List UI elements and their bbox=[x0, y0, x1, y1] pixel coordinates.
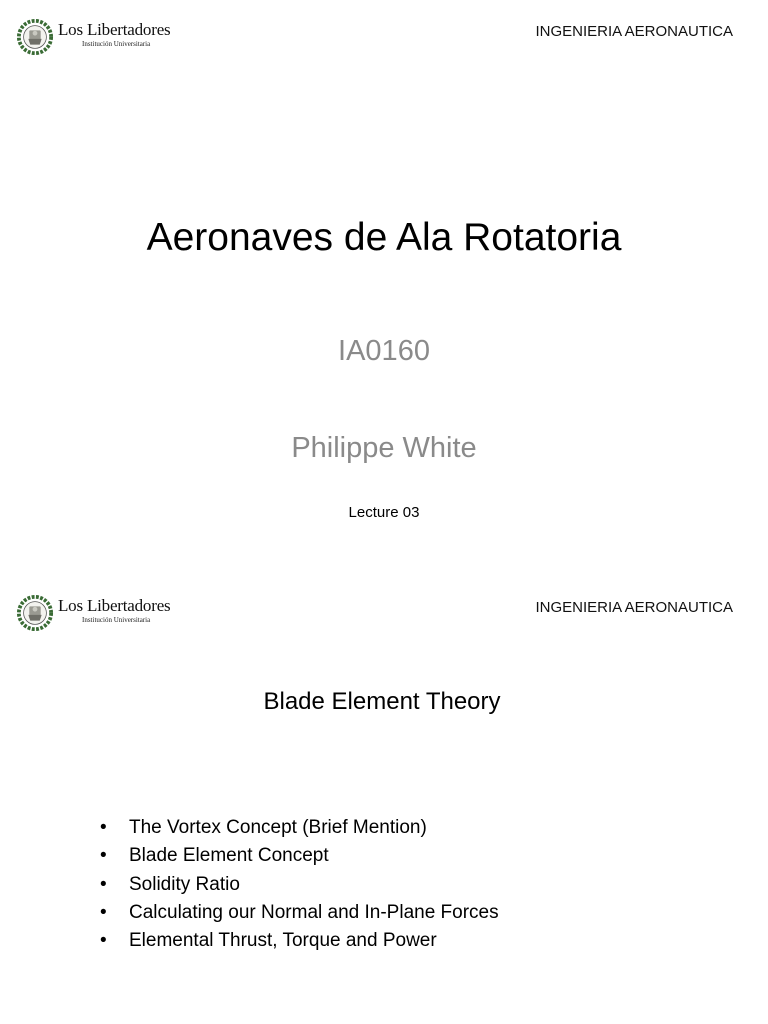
list-item-text: Calculating our Normal and In-Plane Forces bbox=[129, 901, 499, 923]
bullet-list bbox=[100, 814, 499, 955]
institution-logo bbox=[16, 16, 186, 58]
logo-name: Los Libertadores bbox=[58, 20, 171, 39]
bullet-icon: • bbox=[100, 845, 107, 867]
institution-logo bbox=[16, 592, 186, 634]
lecture-number: Lecture 03 bbox=[348, 504, 420, 521]
bullet-icon: • bbox=[100, 901, 107, 923]
list-item-text: Elemental Thrust, Torque and Power bbox=[129, 930, 437, 952]
program-name: INGENIERIA AERONAUTICA bbox=[535, 23, 733, 40]
bullet-icon: • bbox=[100, 817, 107, 838]
bullet-icon: • bbox=[100, 873, 107, 895]
list-item-text: Solidity Ratio bbox=[129, 873, 240, 895]
course-code: IA0160 bbox=[338, 335, 430, 367]
logo-name: Los Libertadores bbox=[58, 596, 171, 615]
list-item bbox=[100, 927, 499, 955]
list-item bbox=[100, 842, 499, 870]
slide-title: Blade Element Theory bbox=[263, 688, 501, 715]
author-name: Philippe White bbox=[291, 432, 477, 464]
list-item bbox=[100, 899, 499, 927]
list-item bbox=[100, 871, 499, 899]
logo-subtitle: Institución Universitaria bbox=[82, 40, 151, 48]
list-item bbox=[100, 814, 499, 842]
laurel-wreath-emblem-icon bbox=[16, 18, 54, 56]
laurel-wreath-emblem-icon bbox=[16, 594, 54, 632]
bullet-icon: • bbox=[100, 930, 107, 952]
logo-subtitle: Institución Universitaria bbox=[82, 616, 151, 624]
slide-2 bbox=[0, 576, 768, 1024]
list-item-text: Blade Element Concept bbox=[129, 845, 329, 867]
list-item-text: The Vortex Concept (Brief Mention) bbox=[129, 817, 427, 838]
slide-title: Aeronaves de Ala Rotatoria bbox=[146, 216, 622, 259]
program-name: INGENIERIA AERONAUTICA bbox=[535, 599, 733, 616]
